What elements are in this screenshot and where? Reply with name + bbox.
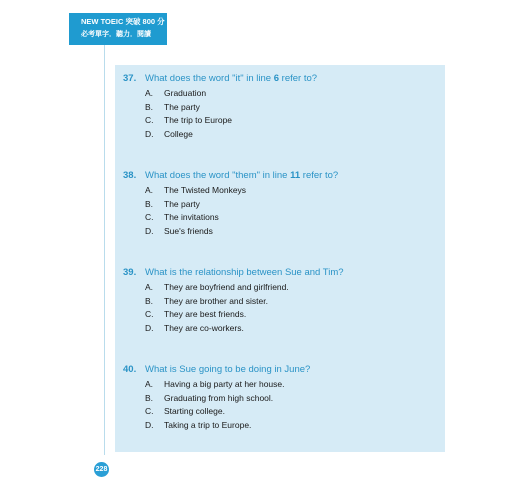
page-number-badge: 228	[94, 462, 109, 477]
option-b[interactable]: B. The party	[145, 198, 200, 209]
questions-panel	[115, 65, 445, 452]
question-37	[123, 70, 443, 141]
question-text: What is Sue going to be doing in June?	[145, 364, 311, 375]
question-text: What does the word "them" in line 11 refer to?	[145, 170, 339, 181]
question-39	[123, 264, 443, 335]
header-subtitle: 必考單字．聽力．閱讀	[81, 30, 151, 38]
question-40	[123, 361, 443, 432]
option-b[interactable]: B. The party	[145, 101, 200, 112]
question-prompt	[123, 264, 443, 281]
question-number: 39.	[123, 267, 137, 278]
option-c[interactable]: C. The invitations	[145, 212, 219, 222]
option-b[interactable]: B. They are brother and sister.	[145, 295, 268, 306]
margin-rule	[104, 45, 105, 455]
option-c[interactable]: C. The trip to Europe	[145, 115, 233, 125]
question-number: 37.	[123, 73, 137, 84]
question-prompt	[123, 70, 443, 87]
option-a[interactable]: A. The Twisted Monkeys	[145, 185, 247, 195]
header-banner	[69, 13, 167, 45]
option-d[interactable]: D. Sue's friends	[145, 225, 213, 236]
question-prompt	[123, 361, 443, 378]
question-prompt	[123, 167, 443, 184]
option-d[interactable]: D. College	[145, 128, 193, 139]
question-38	[123, 167, 443, 238]
question-text: What is the relationship between Sue and Tim?	[145, 267, 344, 278]
question-number: 38.	[123, 170, 137, 181]
option-c[interactable]: C. Starting college.	[145, 406, 225, 416]
option-a[interactable]: A. They are boyfriend and girlfriend.	[145, 282, 289, 292]
option-c[interactable]: C. They are best friends.	[145, 309, 247, 319]
option-a[interactable]: A. Having a big party at her house.	[145, 379, 285, 389]
question-text: What does the word "it" in line 6 refer to?	[145, 73, 318, 84]
question-number: 40.	[123, 364, 137, 375]
header-title: NEW TOEIC 突破 800 分	[81, 17, 165, 26]
option-d[interactable]: D. Taking a trip to Europe.	[145, 419, 252, 430]
option-d[interactable]: D. They are co-workers.	[145, 322, 244, 333]
option-a[interactable]: A. Graduation	[145, 88, 207, 98]
option-b[interactable]: B. Graduating from high school.	[145, 392, 274, 403]
